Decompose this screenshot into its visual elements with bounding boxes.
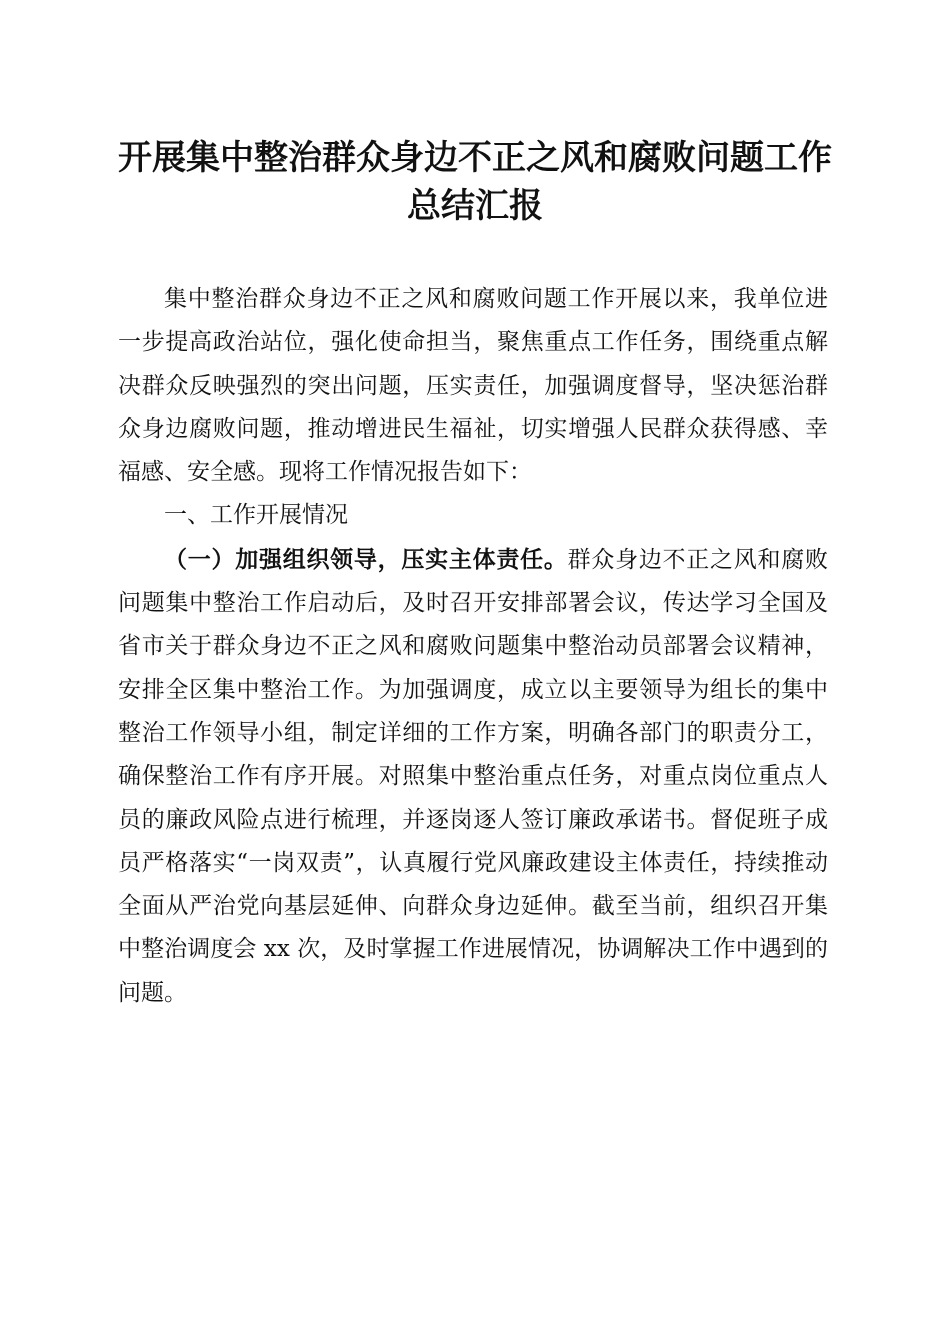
subsection-lead-1: （一）加强组织领导，压实主体责任。 [164, 545, 568, 573]
intro-paragraph: 集中整治群众身边不正之风和腐败问题工作开展以来，我单位进一步提高政治站位，强化使命担当，聚焦重点工作任务，围绕重点解决群众反映强烈的突出问题，压实责任，加强调度督导，坚决惩治群众身边腐败问题，推动增进民生福祉，切实增强人民群众获得感、幸福感、安全感。现将工作情况报告如下： [118, 286, 828, 486]
subsection-paragraph-1 [118, 538, 828, 1015]
section-heading-1: 一、工作开展情况 [164, 502, 348, 529]
document-body [118, 278, 828, 1015]
subsection-text-1: 群众身边不正之风和腐败问题集中整治工作启动后，及时召开安排部署会议，传达学习全国及省市关于群众身边不正之风和腐败问题集中整治动员部署会议精神，安排全区集中整治工作。为加强调度，成立以主要领导为组长的集中整治工作领导小组，制定详细的工作方案，明确各部门的职责分工，确保整治工作有序开展。对照集中整治重点任务，对重点岗位重点人员的廉政风险点进行梳理，并逐岗逐人签订廉政承诺书。督促班子成员严格落实“一岗双责”，认真履行党风廉政建设主体责任，持续推动全面从严治党向基层延伸、向群众身边延伸。截至当前，组织召开集中整治调度会 xx 次，及时掌握工作进展情况，协调解决工作中遇到的问题。 [118, 546, 829, 1006]
document-title: 开展集中整治群众身边不正之风和腐败问题工作总结汇报 [118, 138, 832, 226]
